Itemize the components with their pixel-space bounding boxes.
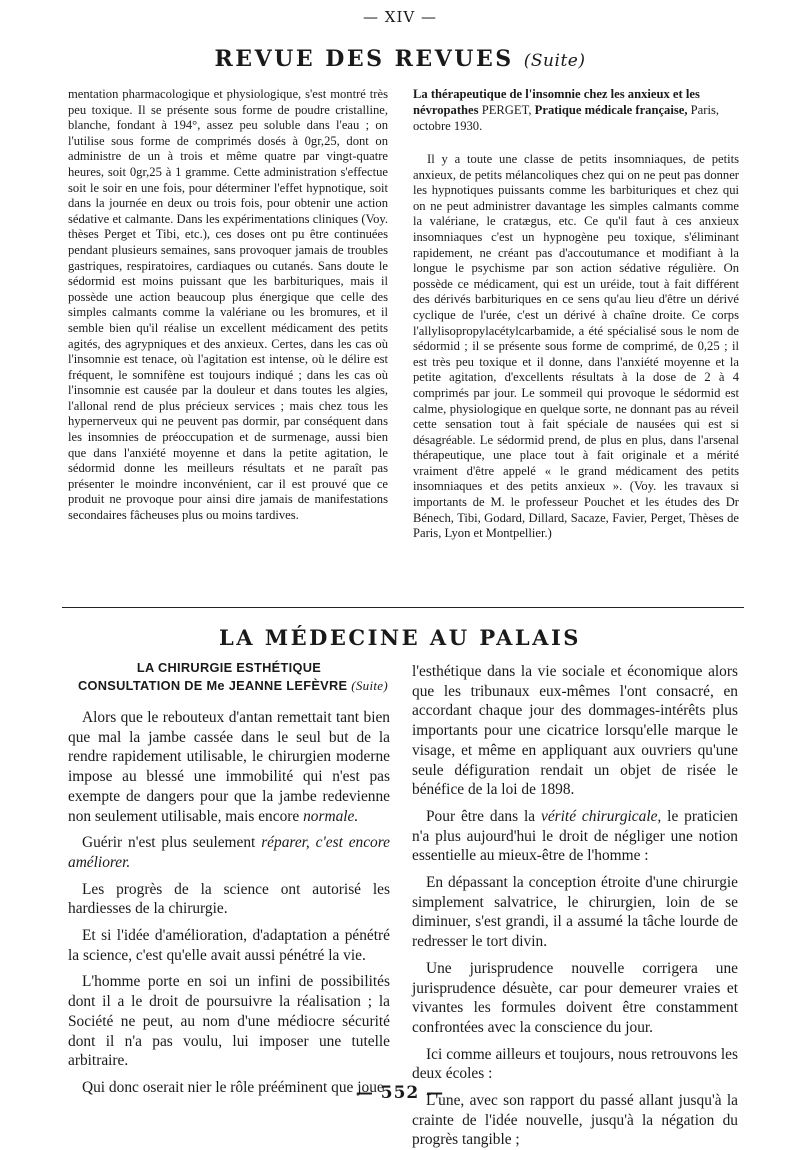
left-column-bottom <box>68 708 390 1098</box>
section-title-suite: (Suite) <box>523 51 586 71</box>
paragraph: Il y a toute une classe de petits insomniaques, de petits anxieux, de petits mélancoliques chez qui on ne peut pas donner les hypnotiques puissants comme les barbituriques et chez qui on ne peut administrer davantage les simples calmants comme la valériane, le cratægus, etc. Ce qu'il faut à ces anxieux insomniaques c'est un hypnogène peu toxique, s'éliminant rapidement, ne créant pas d'accoutumance et modifiant à la longue le psychisme par son action sédative régulière. On possède ce médicament, qui est un uréide, tout à fait différent des dérivés barbituriques en ce sens qu'au lieu d'être un dérivé cyclique de l'urée, c'est un dérivé à chaîne droite. Ce corps l'allylisopropylacétylcarbamide, a été spécialisé sous le nom de sédormid ; il se présente sous forme de comprimé, de 0,25 ; il est très peu toxique et il donne, dans l'anxiété moyenne et la petite agitation, d'excellents résultats à la dose de 2 à 4 comprimés par jour. Le sommeil qui provoque le sédormid est calme, physiologique en quelque sorte, ne donnant pas au réveil cette sensation tout à fait spéciale de nausées qui est si désagréable. Le sédormid prend, de plus en plus, dans l'arsenal thérapeutique, une place tout à fait originale et a mérité vraiment d'être appelé « le grand médicament des petits insomniaques et des petits anxieux ». (Voy. les travaux si importants de M. le professeur Pouchet et les études des Dr Bénech, Tibi, Godard, Dillard, Sacaze, Favier, Perget, Thèses de Paris, Lyon et Montpellier.) <box>413 152 739 541</box>
subtitle-suite: (Suite) <box>351 678 389 693</box>
subtitle-line-2 <box>68 678 398 694</box>
paragraph: Les progrès de la science ont autorisé les hardiesses de la chirurgie. <box>68 880 390 918</box>
italic-text: vérité chirurgicale, <box>541 807 662 825</box>
section-title-text: REVUE DES REVUES <box>214 46 514 72</box>
italic-text: normale. <box>303 807 359 825</box>
right-column-top <box>413 152 739 542</box>
paragraph <box>68 833 390 872</box>
text: Pour être dans la <box>426 807 536 825</box>
article-author: PERGET, <box>481 102 532 117</box>
paragraph <box>68 708 390 826</box>
article-source: Pratique médicale française, <box>534 102 688 117</box>
paragraph: mentation pharmacologique et physiologique, s'est montré très peu toxique. Il se présente sous forme de poudre cristalline, blanche, fondant à 194°, assez peu soluble dans l'eau ; on l'utilise sous forme de comprimés dosés à 0gr,25, dont on administre de un à trois et même quatre par vingt-quatre heures, soit 0gr,25 à 1 gramme. Cette administration s'effectue soit le soir en une fois, pour déterminer l'effet hypnotique, soit dans la journée en deux ou trois fois, pour obtenir une action sédative et calmante. Dans les expérimentations cliniques (Voy. thèses Perget et Tibi, etc.), ces doses ont pu être continuées pendant plusieurs semaines, sans provoquer jamais de troubles gastriques, respiratoires, cardiaques ou cutanés. Sans doute le sédormid est moins puissant que les barbituriques, mais il possède une action beaucoup plus énergique que celle des simples calmants comme la valériane ou les bromures, et il semble bien qu'il réalise un excellent médicament des petits agités, des agrypniques et des anxieux. Certes, dans les cas où l'insomnie est tenace, où l'agitation est intense, où le délire est fréquent, le somnifène est toujours indiqué ; dans les cas où l'insomnie est causée par la douleur et dans toutes les algies, l'allonal rend de plus précieux services ; mais chez tous les hypernerveux qui ne peuvent pas dormir, par conséquent dans les insomnies de préoccupation et de surmenage, aussi bien que dans l'anxiété moyenne et dans la petite agitation, le sédormid donne les meilleurs résultats et ne paraît pas présenter le moindre inconvénient, car il est prouvé que ce produit ne provoque pour ainsi dire jamais de manifestations secondaires fâcheuses plus ou moins tardives. <box>68 87 388 523</box>
page-number: — 552 — <box>355 1083 445 1103</box>
section-title <box>0 46 800 72</box>
article-date: Paris, octobre 1930. <box>413 102 719 133</box>
paragraph: L'homme porte en soi un infini de possibilités dont il a le droit de poursuivre la réalisation ; la Société ne peut, au nom d'une médiocre sécurité dont il n'a pas voulu, lui imposer une tutelle arbitraire. <box>68 973 390 1070</box>
text: Alors que le rebouteux d'antan remettait tant bien que mal la jambe cassée dans le seul but de la rendre rapidement utilisable, le chirurgien moderne impose au blessé une immobilité qui n'est pas exempte de dangers pour que la jambe redevienne non seulement utilisable, mais encore <box>68 709 390 825</box>
article-title: La thérapeutique de l'insomnie chez les anxieux et les névropathes <box>413 87 700 117</box>
right-column-bottom <box>412 662 738 1150</box>
main-title: LA MÉDECINE AU PALAIS <box>219 625 581 650</box>
left-column-top <box>68 87 388 524</box>
text: Guérir n'est plus seulement <box>82 834 256 852</box>
paragraph: Une jurisprudence nouvelle corrigera une jurisprudence désuète, car pour demeurer vraies et vivantes les formules doivent être constamment confrontées avec la conscience du jour. <box>412 959 738 1036</box>
paragraph: Et si l'idée d'amélioration, d'adaptation a pénétré la science, c'est qu'elle avait aussi pénétré la vie. <box>68 927 390 964</box>
roman-page-number: — XIV — <box>363 8 437 26</box>
subtitle-line-1: LA CHIRURGIE ESTHÉTIQUE <box>136 660 322 675</box>
italic-text: réparer, c'est encore améliorer. <box>68 834 390 871</box>
paragraph: l'esthétique dans la vie sociale et économique alors que les tribunaux eux-mêmes l'ont consacré, en accordant chaque jour des dommages-intérêts plus importants pour une cicatrice lorsqu'elle marque le visage, et même en appliquant aux ouvriers qu'une seule défiguration rendait un objet de risée le bénéfice de la loi de 1898. <box>412 663 738 799</box>
paragraph <box>412 807 738 866</box>
paragraph: En dépassant la conception étroite d'une chirurgie simplement salvatrice, le chirurgien, loin de se diminuer, s'est grandi, il a assumé la tâche lourde de redresser le tort divin. <box>412 874 738 951</box>
paragraph: Qui donc oserait nier le rôle prééminent que joue <box>82 1078 384 1096</box>
article-heading <box>413 87 739 134</box>
section-divider <box>62 607 744 608</box>
subtitle-consultation: CONSULTATION DE Me JEANNE LEFÈVRE <box>77 678 348 693</box>
paragraph: Ici comme ailleurs et toujours, nous retrouvons les deux écoles : <box>412 1045 738 1083</box>
paragraph: L'une, avec son rapport du passé allant jusqu'à la crainte de l'idée nouvelle, jusqu'à la négation du progrès tangible ; <box>412 1092 738 1149</box>
text: le praticien n'a plus aujourd'hui le droit de négliger une notion essentielle au mieux-être de l'homme : <box>412 807 738 865</box>
